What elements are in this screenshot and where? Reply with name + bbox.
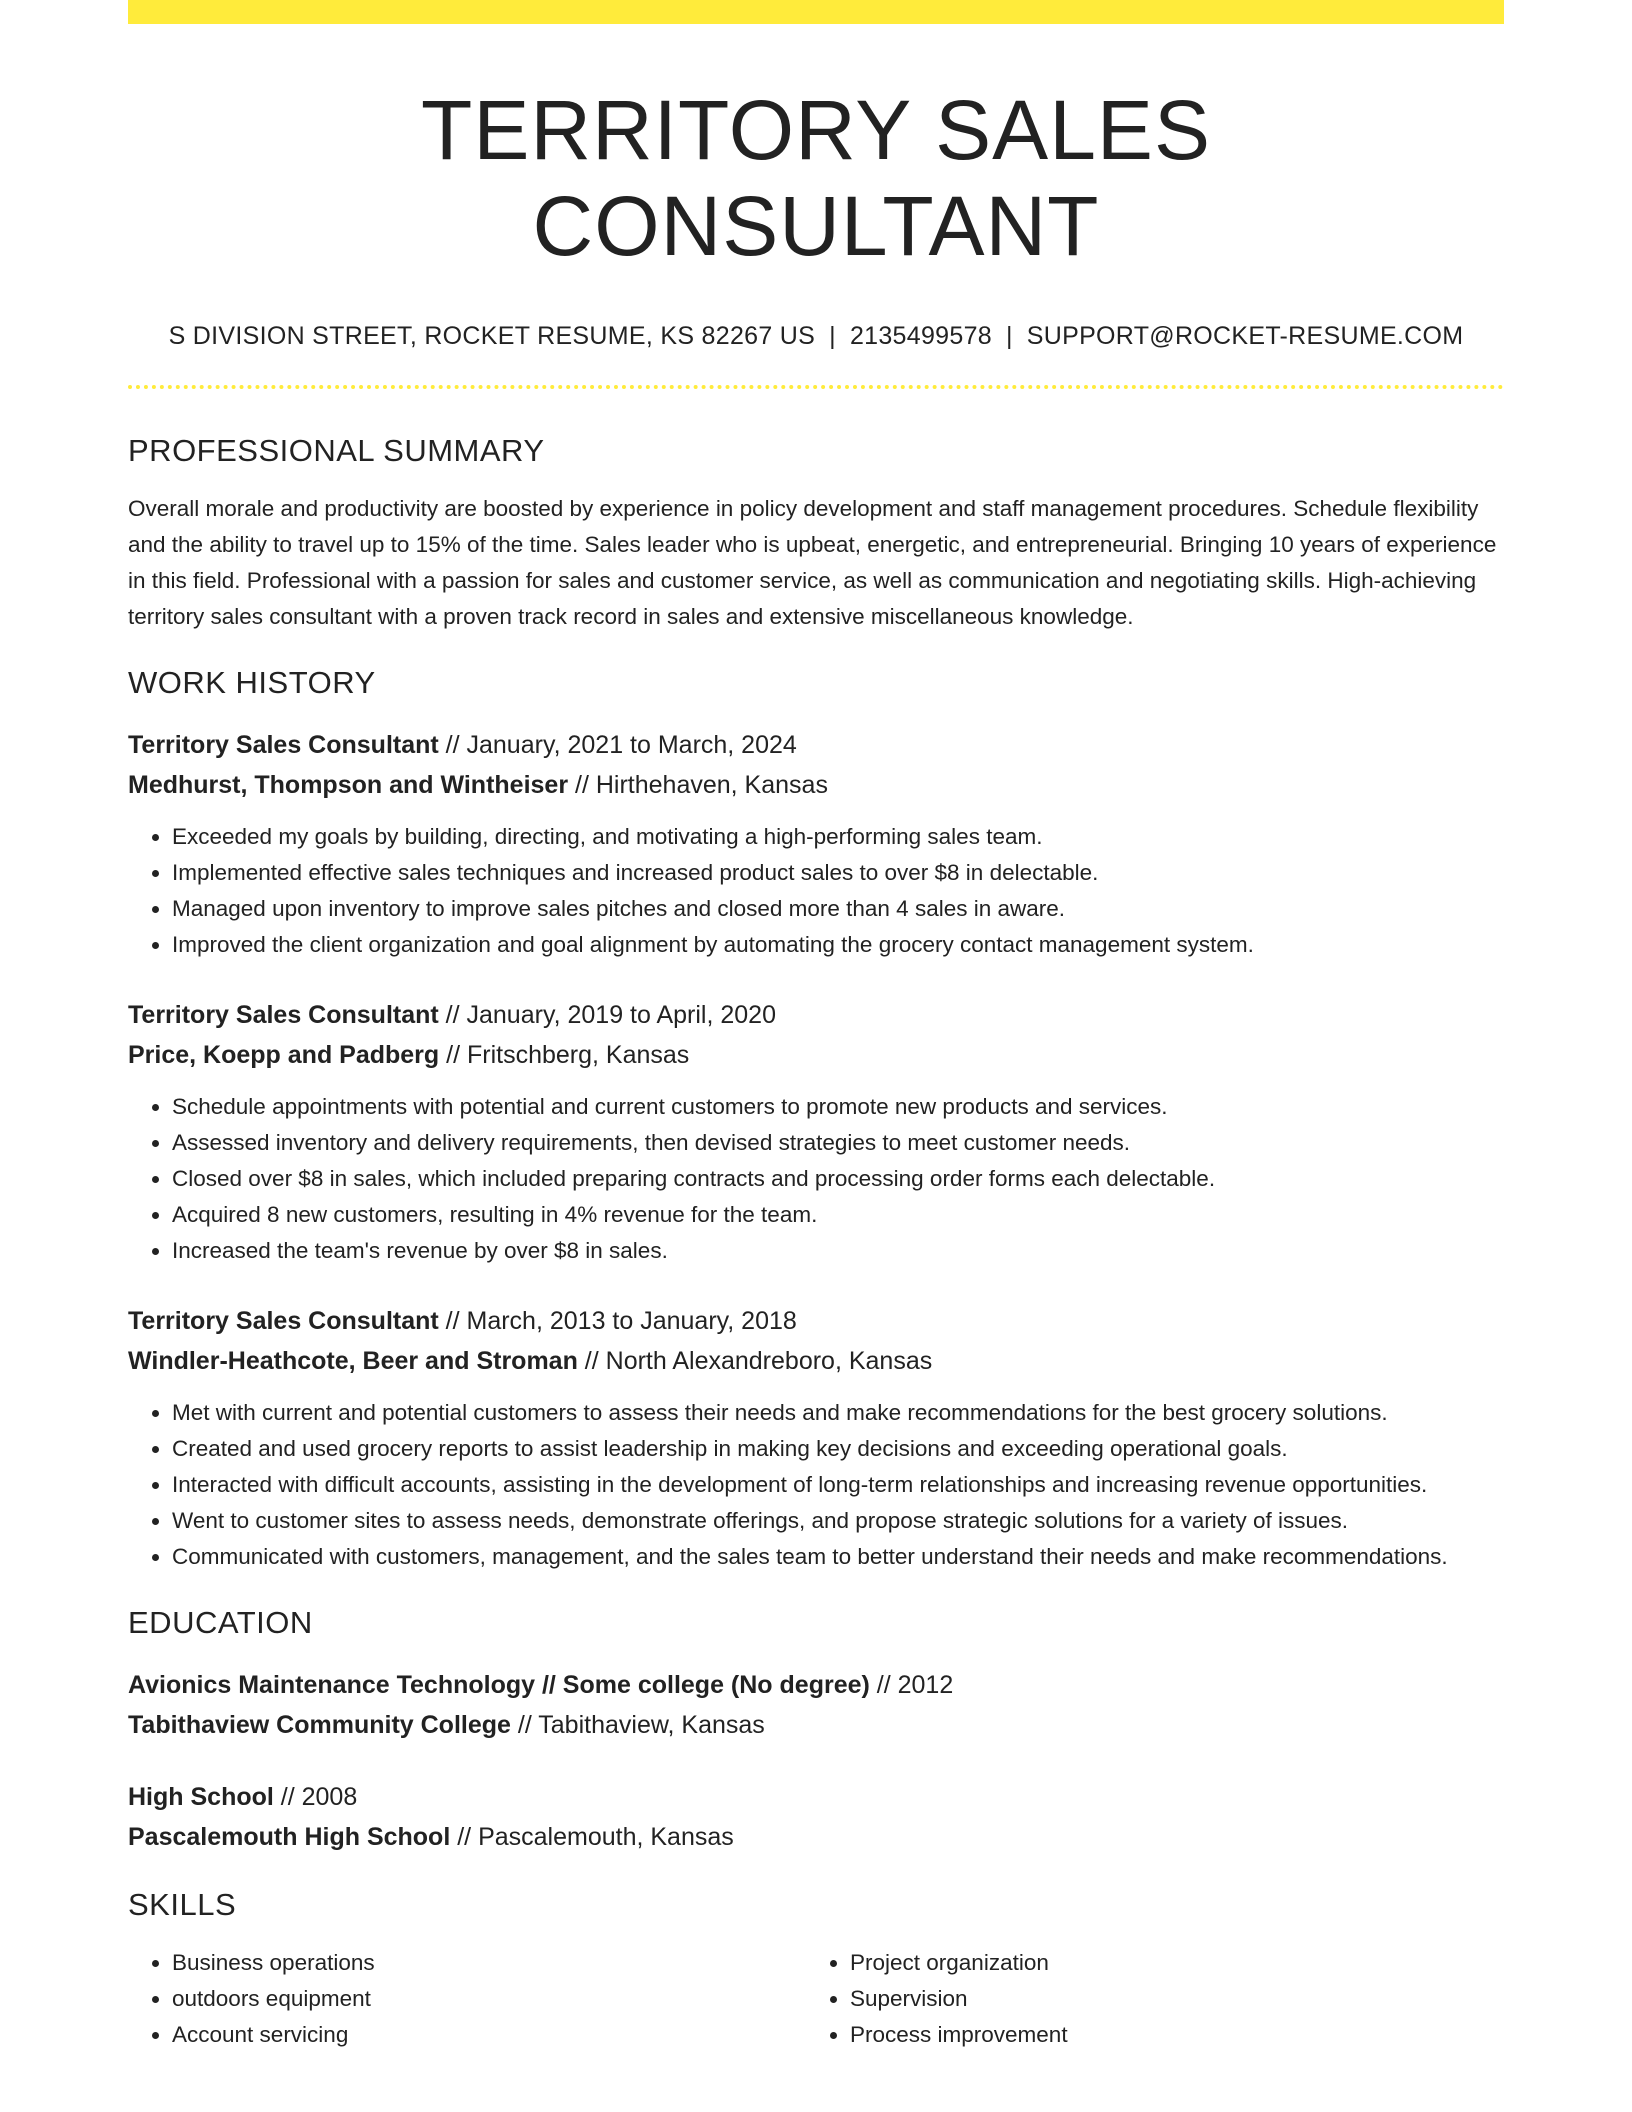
- skills-columns: [128, 1945, 1504, 2053]
- work-history-heading: WORK HISTORY: [128, 665, 376, 700]
- job-dates: // January, 2019 to April, 2020: [438, 1001, 776, 1029]
- education-year: // 2012: [869, 1671, 954, 1699]
- job-bullets: [128, 1395, 1504, 1575]
- skills-right-column: [806, 1945, 1484, 2053]
- job-title-line: [128, 725, 1504, 765]
- education-heading: EDUCATION: [128, 1605, 313, 1640]
- education-degree: High School: [128, 1783, 274, 1811]
- contact-email[interactable]: SUPPORT@ROCKET-RESUME.COM: [1026, 322, 1464, 350]
- list-item: • Acquired 8 new customers, resulting in 4% revenue for the team.: [172, 1197, 1504, 1233]
- job-title-line: [128, 995, 1504, 1035]
- education-location: // Pascalemouth, Kansas: [450, 1823, 734, 1851]
- education-degree-line: [128, 1665, 1504, 1705]
- job-role: Territory Sales Consultant: [128, 1001, 439, 1029]
- job-bullets: [128, 819, 1504, 963]
- job-role: Territory Sales Consultant: [128, 731, 439, 759]
- contact-separator: |: [829, 322, 836, 350]
- job-company-line: [128, 765, 1504, 805]
- summary-heading: PROFESSIONAL SUMMARY: [128, 433, 545, 468]
- education-entry: [128, 1777, 1504, 1857]
- education-year: // 2008: [273, 1783, 358, 1811]
- job-company-line: [128, 1035, 1504, 1075]
- job-company: Windler-Heathcote, Beer and Stroman: [128, 1347, 578, 1375]
- list-item: • Went to customer sites to assess needs, demonstrate offerings, and propose strategic solutions for a variety of issues.: [172, 1503, 1504, 1539]
- education-school-line: [128, 1705, 1504, 1745]
- job-dates: // March, 2013 to January, 2018: [438, 1307, 797, 1335]
- dotted-divider: [128, 385, 1504, 389]
- contact-phone[interactable]: 2135499578: [849, 322, 992, 350]
- list-item: • Exceeded my goals by building, directing, and motivating a high-performing sales team.: [172, 819, 1504, 855]
- skill-item: • Project organization: [850, 1945, 1484, 1981]
- skill-item: • Supervision: [850, 1981, 1484, 2017]
- list-item: • Closed over $8 in sales, which included preparing contracts and processing order forms each delectable.: [172, 1161, 1504, 1197]
- list-item: • Implemented effective sales techniques and increased product sales to over $8 in delectable.: [172, 855, 1504, 891]
- list-item: • Improved the client organization and goal alignment by automating the grocery contact management system.: [172, 927, 1504, 963]
- skill-item: • outdoors equipment: [172, 1981, 806, 2017]
- list-item: • Met with current and potential customers to assess their needs and make recommendations for the best grocery solutions.: [172, 1395, 1504, 1431]
- education-school-line: [128, 1817, 1504, 1857]
- job-location: // Hirthehaven, Kansas: [568, 771, 828, 799]
- list-item: • Interacted with difficult accounts, assisting in the development of long-term relationships and increasing revenue opportunities.: [172, 1467, 1504, 1503]
- summary-text: Overall morale and productivity are boosted by experience in policy development and staff management procedures. Schedule flexibility and the ability to travel up to 15% of the time. Sales leader who is upbeat, energetic, and entrepreneurial. Bringing 10 years of experience in this field. Professional with a passion for sales and customer service, as well as communication and negotiating skills. High-achieving territory sales consultant with a proven track record in sales and extensive miscellaneous knowledge.: [128, 496, 1497, 629]
- job-location: // Fritschberg, Kansas: [439, 1041, 690, 1069]
- skills-left-column: [128, 1945, 806, 2053]
- job-company-line: [128, 1341, 1504, 1381]
- job-title-line: [128, 1301, 1504, 1341]
- skills-list: [128, 1945, 806, 2053]
- resume-page: [128, 0, 1504, 2053]
- job-entry: [128, 725, 1504, 963]
- skill-item: • Process improvement: [850, 2017, 1484, 2053]
- job-entry: [128, 1301, 1504, 1575]
- skill-item: • Account servicing: [172, 2017, 806, 2053]
- list-item: • Assessed inventory and delivery requirements, then devised strategies to meet customer needs.: [172, 1125, 1504, 1161]
- list-item: • Schedule appointments with potential and current customers to promote new products and services.: [172, 1089, 1504, 1125]
- list-item: • Created and used grocery reports to assist leadership in making key decisions and exceeding operational goals.: [172, 1431, 1504, 1467]
- education-entry: [128, 1665, 1504, 1745]
- list-item: • Increased the team's revenue by over $8 in sales.: [172, 1233, 1504, 1269]
- skills-list: [806, 1945, 1484, 2053]
- job-company: Medhurst, Thompson and Wintheiser: [128, 771, 569, 799]
- education-school: Pascalemouth High School: [128, 1823, 451, 1851]
- job-entry: [128, 995, 1504, 1269]
- top-accent-bar: [128, 0, 1504, 24]
- job-dates: // January, 2021 to March, 2024: [438, 731, 797, 759]
- job-location: // North Alexandreboro, Kansas: [577, 1347, 933, 1375]
- education-school: Tabithaview Community College: [128, 1711, 511, 1739]
- list-item: • Managed upon inventory to improve sales pitches and closed more than 4 sales in aware.: [172, 891, 1504, 927]
- skills-heading: SKILLS: [128, 1887, 237, 1922]
- resume-title: TERRITORY SALES CONSULTANT: [421, 83, 1211, 273]
- job-role: Territory Sales Consultant: [128, 1307, 439, 1335]
- education-degree-line: [128, 1777, 1504, 1817]
- contact-line: [128, 322, 1504, 351]
- list-item: • Communicated with customers, management, and the sales team to better understand their needs and make recommendations.: [172, 1539, 1504, 1575]
- contact-address: S DIVISION STREET, ROCKET RESUME, KS 82267 US: [168, 322, 816, 350]
- contact-separator: |: [1005, 322, 1013, 350]
- job-company: Price, Koepp and Padberg: [128, 1041, 440, 1069]
- education-location: // Tabithaview, Kansas: [510, 1711, 765, 1739]
- skill-item: • Business operations: [172, 1945, 806, 1981]
- education-degree: Avionics Maintenance Technology // Some college (No degree): [128, 1671, 870, 1699]
- job-bullets: [128, 1089, 1504, 1269]
